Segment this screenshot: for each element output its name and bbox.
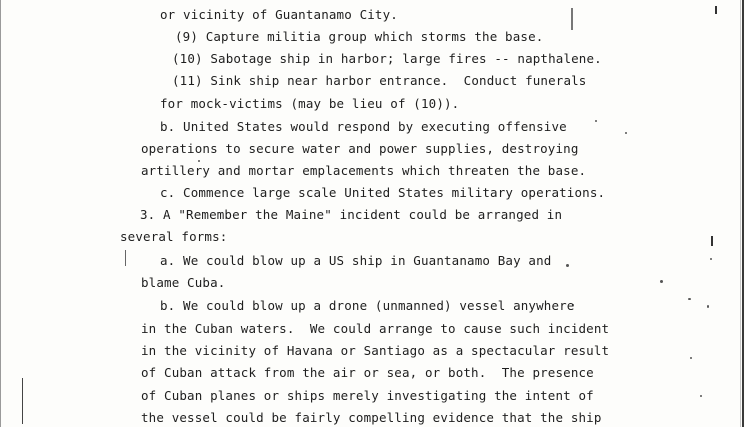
text-line: b. United States would respond by executing offensive: [160, 119, 567, 134]
scan-speck: [690, 357, 692, 359]
text-line: c. Commence large scale United States military operations.: [160, 185, 606, 200]
text-line: in the Cuban waters. We could arrange to cause such incident: [141, 321, 610, 336]
page-left-edge: [0, 0, 1, 427]
scan-speck: [595, 120, 597, 122]
text-line: (10) Sabotage ship in harbor; large fires -- napthalene.: [172, 51, 602, 66]
page-right-edge-shadow: [740, 0, 741, 427]
scan-mark: [22, 378, 23, 424]
text-line: artillery and mortar emplacements which threaten the base.: [141, 163, 587, 178]
text-line: 3. A "Remember the Maine" incident could be arranged in: [140, 207, 563, 222]
text-line: for mock-victims (may be lieu of (10)).: [160, 96, 460, 111]
text-line: b. We could blow up a drone (unmanned) vessel anywhere: [160, 298, 575, 313]
text-line: (11) Sink ship near harbor entrance. Conduct funerals: [172, 73, 587, 88]
scan-mark: [571, 8, 573, 30]
text-line: (9) Capture militia group which storms the base.: [175, 29, 544, 44]
scan-speck: [707, 305, 709, 308]
text-line: of Cuban attack from the air or sea, or both. The presence: [141, 365, 594, 380]
scan-speck: [625, 132, 627, 134]
text-line: a. We could blow up a US ship in Guantanamo Bay and: [160, 253, 552, 268]
scan-speck: [700, 395, 702, 397]
text-line: or vicinity of Guantanamo City.: [160, 7, 398, 22]
scan-mark: [711, 236, 713, 246]
scan-speck: [198, 160, 200, 162]
text-line: blame Cuba.: [141, 275, 226, 290]
text-line: the vessel could be fairly compelling evidence that the ship: [141, 410, 602, 425]
page-right-edge: [742, 0, 744, 427]
text-line: operations to secure water and power supplies, destroying: [141, 141, 579, 156]
scan-mark: [715, 6, 717, 14]
scan-speck: [710, 258, 712, 260]
text-line: of Cuban planes or ships merely investigating the intent of: [141, 388, 594, 403]
scan-speck: [688, 298, 691, 300]
text-line: in the vicinity of Havana or Santiago as a spectacular result: [141, 343, 610, 358]
scan-mark: [125, 250, 126, 266]
text-line: several forms:: [120, 229, 228, 244]
scan-speck: [660, 280, 663, 283]
scan-speck: [566, 264, 569, 267]
